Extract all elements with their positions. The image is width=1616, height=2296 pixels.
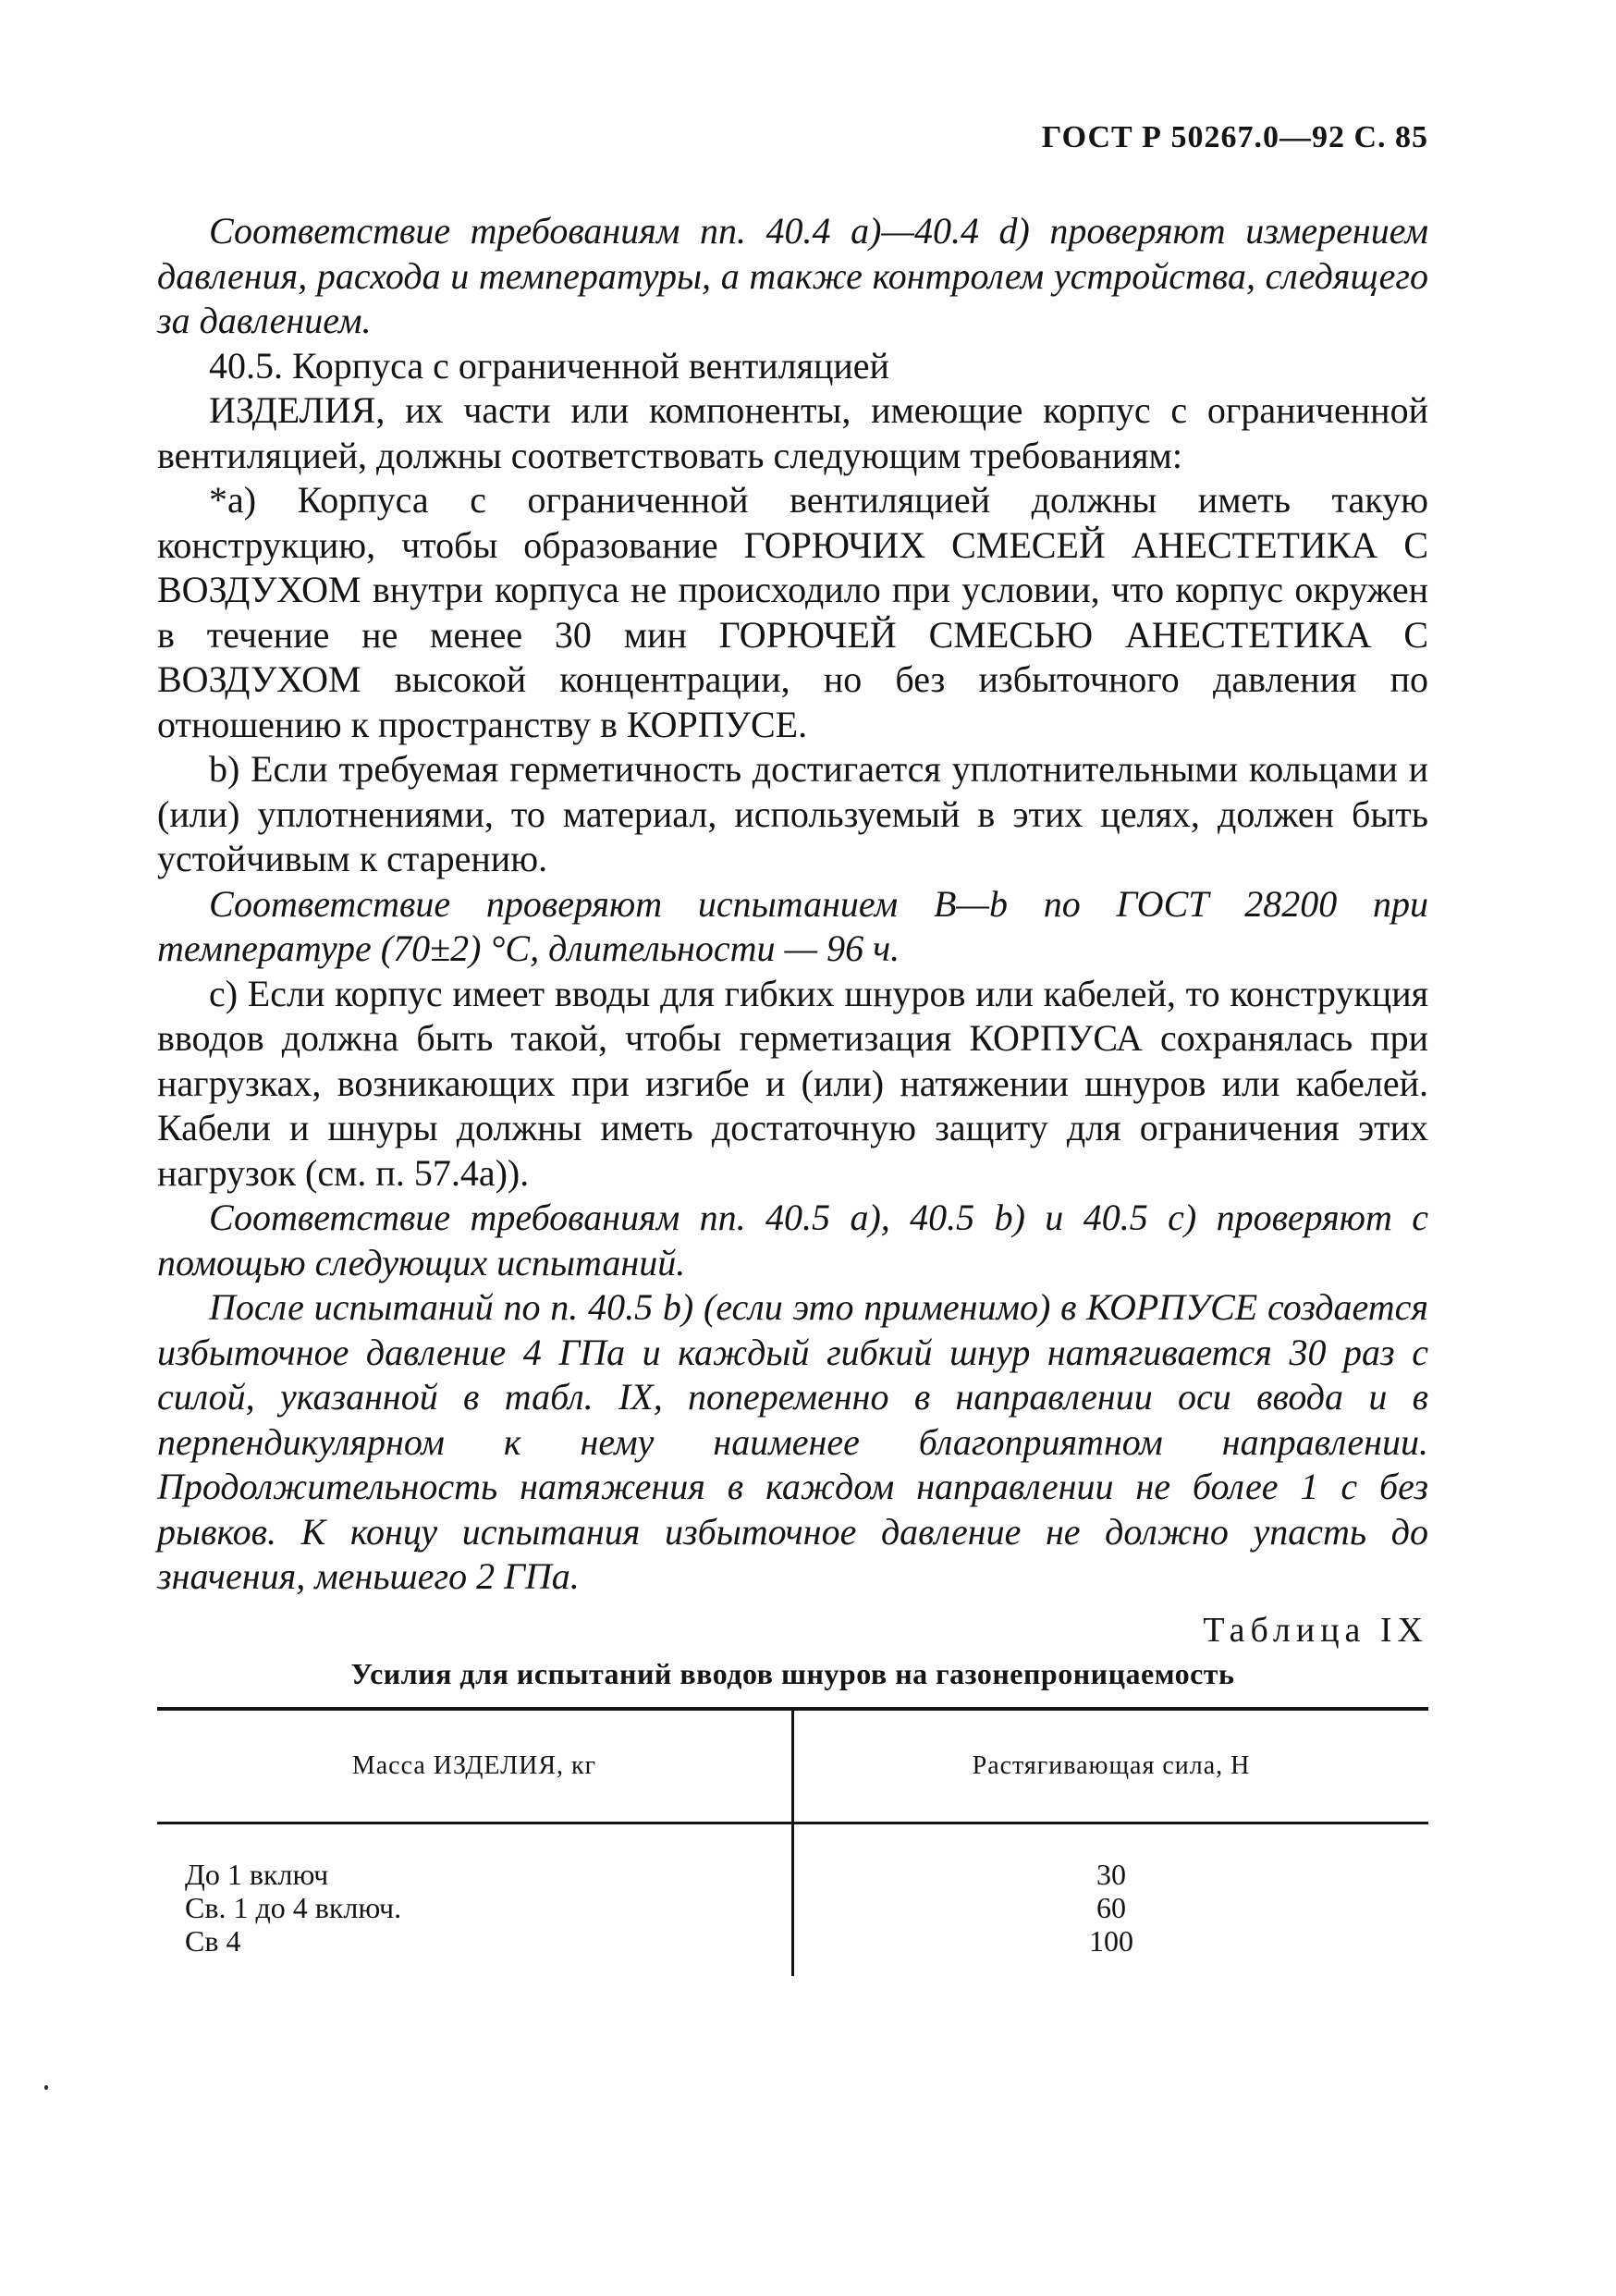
force-cell: 30 <box>1096 1857 1126 1891</box>
header-force: Растягивающая сила, Н <box>793 1709 1429 1823</box>
table-body-row <box>157 1823 1428 1976</box>
paragraph-requirements-intro: ИЗДЕЛИЯ, их части или компоненты, имеющие корпус с ограниченной вентиляцией, должны соответствовать следующим требованиям: <box>157 389 1428 476</box>
table-title: Усилия для испытаний вводов шнуров на газонепроницаемость <box>350 1656 1235 1690</box>
scan-speck <box>44 2085 48 2090</box>
force-table <box>157 1707 1428 1976</box>
force-column <box>793 1823 1429 1976</box>
paragraph-compliance-40-4: Соответствие требованиям пп. 40.4 а)—40.4 d) проверяют измерением давления, расхода и температуры, а также контролем устройства, следящего за давлением. <box>157 210 1428 341</box>
table-number: Таблица IX <box>1203 1610 1428 1650</box>
section-heading-40-5: 40.5. Корпуса с ограниченной вентиляцией <box>209 344 889 387</box>
paragraph-item-b: b) Если требуемая герметичность достигается уплотнительными кольцами и (или) уплотнениями, то материал, используемый в этих целях, должен быть устойчивым к старению. <box>157 748 1428 879</box>
header-mass: Масса ИЗДЕЛИЯ, кг <box>157 1709 793 1823</box>
paragraph-compliance-test-b: Соответствие проверяют испытанием В—b по ГОСТ 28200 при температуре (70±2) °С, длительности — 96 ч. <box>157 882 1428 969</box>
paragraph-item-c: с) Если корпус имеет вводы для гибких шнуров или кабелей, то конструкция вводов должна быть такой, чтобы герметизация КОРПУСА сохранялась при нагрузках, возникающих при изгибе и (или) натяжении шнуров или кабелей. Кабели и шнуры должны иметь достаточную защиту для ограничения этих нагрузок (см. п. 57.4а)). <box>157 972 1428 1194</box>
mass-cell: Св. 1 до 4 включ. <box>185 1890 402 1924</box>
mass-cell: Св 4 <box>185 1923 241 1958</box>
paragraph-item-a: *а) Корпуса с ограниченной вентиляцией должны иметь такую конструкцию, чтобы образование ГОРЮЧИХ СМЕСЕЙ АНЕСТЕТИКА С ВОЗДУХОМ внутри корпуса не происходило при условии, что корпус окружен в течение не менее 30 мин ГОРЮЧЕЙ СМЕСЬЮ АНЕСТЕТИКА С ВОЗДУХОМ высокой концентрации, но без избыточного давления по отношению к пространству в КОРПУСЕ. <box>157 479 1428 745</box>
force-cell: 100 <box>1089 1923 1133 1958</box>
paragraph-test-procedure: После испытаний по п. 40.5 b) (если это применимо) в КОРПУСЕ создается избыточное давление 4 ГПа и каждый гибкий шнур натягивается 30 раз с силой, указанной в табл. IX, попеременно в направлении оси ввода и в перпендикулярном к нему наименее благоприятном направлении. Продолжительность натяжения в каждом направлении не более 1 с без рывков. К концу испытания избыточное давление не должно упасть до значения, меньшего 2 ГПа. <box>157 1286 1428 1597</box>
paragraph-compliance-40-5: Соответствие требованиям пп. 40.5 а), 40.5 b) и 40.5 с) проверяют с помощью следующих испытаний. <box>157 1197 1428 1283</box>
force-cell: 60 <box>1096 1890 1126 1924</box>
mass-cell: До 1 включ <box>185 1857 329 1891</box>
document-page <box>157 120 1428 1976</box>
table-header-row <box>157 1709 1428 1823</box>
mass-column <box>157 1823 793 1976</box>
page-header: ГОСТ Р 50267.0—92 С. 85 <box>1041 120 1428 154</box>
